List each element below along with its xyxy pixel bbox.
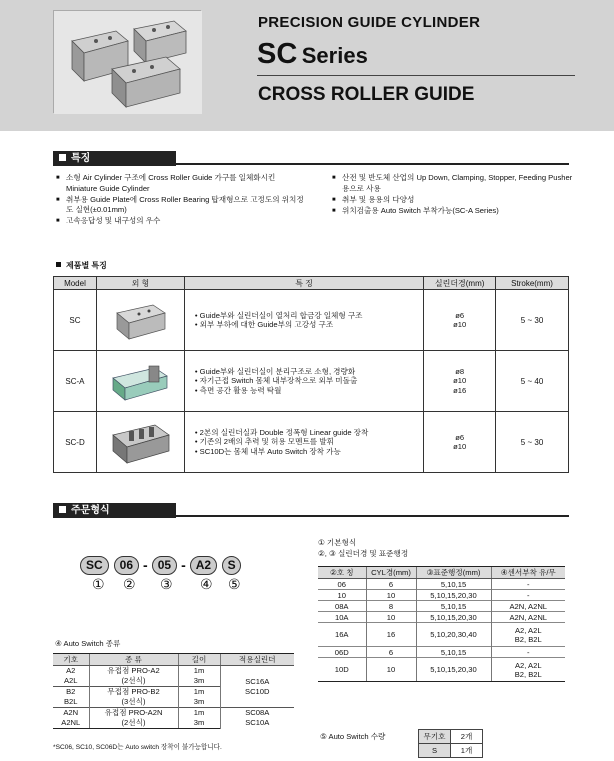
product-features-table bbox=[53, 276, 569, 473]
square-icon bbox=[59, 506, 66, 513]
switch-code: A2N bbox=[53, 708, 89, 719]
sensor-value: A2, A2L bbox=[514, 660, 542, 670]
feature-text: 자기근접 Switch 몸체 내부장착으로 외부 미돌출 bbox=[199, 376, 358, 386]
row-cyl: 8 bbox=[366, 601, 416, 612]
row-cyl: 10 bbox=[366, 612, 416, 623]
bore-value: ø8 bbox=[455, 366, 465, 376]
qty-key: S bbox=[419, 744, 451, 758]
row-sensor: - bbox=[491, 647, 565, 658]
series-word: Series bbox=[301, 43, 368, 68]
stroke-table bbox=[318, 566, 565, 682]
code-dash: - bbox=[143, 557, 148, 573]
table-row bbox=[318, 658, 565, 682]
row-cyl: 6 bbox=[366, 579, 416, 590]
product-features-label: 제품별 특징 bbox=[66, 261, 107, 270]
table-row bbox=[53, 708, 294, 719]
row-sensor bbox=[491, 623, 565, 647]
applies-value: SC10A bbox=[245, 718, 270, 728]
feature-item: ■ 취부용 Guide Plate에 Cross Roller Bearing 탑재형으로 고정도의 위치정도 실현(±0.01mm) bbox=[56, 195, 306, 216]
feature-line: • Guide부와 실린더실이 열처리 합금강 일체형 구조 bbox=[194, 310, 363, 320]
product-features-heading bbox=[56, 260, 107, 271]
code-number: ② bbox=[123, 576, 136, 592]
code-number: ① bbox=[92, 576, 105, 592]
code-part-series: SC bbox=[80, 556, 109, 575]
ordering-section-bar bbox=[53, 500, 569, 517]
bore-value: ø6 bbox=[455, 432, 465, 442]
feature-line: • 측면 공간 활용 능력 탁월 bbox=[194, 385, 282, 395]
features-section-tag bbox=[53, 151, 176, 166]
switch-applies bbox=[220, 708, 294, 729]
stroke-cell: 5 ~ 30 bbox=[496, 290, 569, 351]
feature-line: • SC10D는 몸체 내부 Auto Switch 장착 가능 bbox=[194, 446, 341, 456]
model-cell: SC bbox=[54, 290, 97, 351]
feature-line: • 자기근접 Switch 몸체 내부장착으로 외부 미돌출 bbox=[194, 376, 358, 386]
features-right-list bbox=[332, 173, 577, 217]
model-cell: SC-D bbox=[54, 412, 97, 473]
feature-text: 기존의 2배의 추력 및 허용 모멘트를 발휘 bbox=[199, 437, 334, 447]
row-name: 10D bbox=[318, 658, 366, 682]
col-header-type: 종 류 bbox=[89, 654, 178, 666]
feature-text: SC10D는 몸체 내부 Auto Switch 장착 가능 bbox=[199, 446, 341, 456]
switch-length: 3m bbox=[178, 697, 220, 708]
row-sensor: A2N, A2NL bbox=[491, 601, 565, 612]
applies-value: SC16A bbox=[245, 676, 270, 686]
feature-item: ■ 취부 및 용용의 다양성 bbox=[332, 195, 577, 206]
switch-length: 1m bbox=[178, 666, 220, 677]
header-band bbox=[0, 0, 614, 131]
applies-value: SC08A bbox=[245, 708, 270, 718]
switch-type: (3선식) bbox=[89, 697, 178, 708]
feature-item: ■ 소형 Air Cylinder 구조에 Cross Roller Guide 가구를 일체화시킨 Miniature Guide Cylinder bbox=[56, 173, 306, 194]
switch-table bbox=[53, 653, 294, 729]
features-cell bbox=[184, 412, 423, 473]
table-row bbox=[419, 730, 483, 744]
sensor-value: B2, B2L bbox=[514, 669, 542, 679]
feature-text: Guide부와 실린더실이 열처리 합금강 일체형 구조 bbox=[199, 310, 363, 320]
code-part-bore: 06 bbox=[114, 556, 139, 575]
row-cyl: 10 bbox=[366, 590, 416, 601]
switch-type: (2선식) bbox=[89, 718, 178, 729]
bore-cell bbox=[424, 351, 496, 412]
table-row bbox=[54, 351, 569, 412]
table-header-row bbox=[53, 654, 294, 666]
switch-code: A2NL bbox=[53, 718, 89, 729]
table-row bbox=[54, 412, 569, 473]
col-header-model: Model bbox=[54, 277, 97, 290]
col-header-bore: 실린더경(mm) bbox=[424, 277, 496, 290]
stroke-cell: 5 ~ 30 bbox=[496, 412, 569, 473]
note-basic-type: ① 기본형식 bbox=[318, 538, 357, 547]
col-header-shape: 외 형 bbox=[96, 277, 184, 290]
stroke-cell: 5 ~ 40 bbox=[496, 351, 569, 412]
bore-cell bbox=[424, 290, 496, 351]
feature-line: • 외부 부하에 대한 Guide부의 고강성 구조 bbox=[194, 320, 334, 329]
features-cell bbox=[184, 290, 423, 351]
row-name: 16A bbox=[318, 623, 366, 647]
row-std: 5,10,15 bbox=[416, 601, 491, 612]
switch-table-caption: ④ Auto Switch 종류 bbox=[55, 639, 121, 648]
table-row bbox=[419, 744, 483, 758]
col-header-cyl: CYL경(mm) bbox=[366, 567, 416, 579]
bore-cell bbox=[424, 412, 496, 473]
ordering-section-tag bbox=[53, 503, 176, 518]
features-section-bar bbox=[53, 148, 569, 165]
table-header-row bbox=[318, 567, 565, 579]
col-header-code: 기호 bbox=[53, 654, 89, 666]
feature-text: Guide부와 실린더실이 분리구조로 소형, 경량화 bbox=[199, 366, 356, 376]
table-row bbox=[318, 601, 565, 612]
row-name: 10A bbox=[318, 612, 366, 623]
switch-code: B2 bbox=[53, 687, 89, 698]
header-divider bbox=[257, 75, 575, 76]
bore-value: ø10 bbox=[453, 320, 467, 329]
bore-value: ø16 bbox=[453, 385, 467, 395]
row-cyl: 16 bbox=[366, 623, 416, 647]
table-row bbox=[318, 590, 565, 601]
switch-length: 3m bbox=[178, 718, 220, 729]
code-part-qty: S bbox=[222, 556, 241, 575]
row-cyl: 6 bbox=[366, 647, 416, 658]
product-image-sc-a bbox=[96, 351, 184, 412]
bore-value: ø10 bbox=[453, 442, 467, 451]
switch-type: 유접점 PRO-A2N bbox=[89, 708, 178, 719]
feature-line: • 2본의 실린더실과 Double 정폭형 Linear guide 장착 bbox=[194, 427, 369, 437]
col-header-features: 특 징 bbox=[184, 277, 423, 290]
product-image-sc bbox=[96, 290, 184, 351]
col-header-sensor: ④센서부착 유/무 bbox=[491, 567, 565, 579]
model-cell: SC-A bbox=[54, 351, 97, 412]
feature-item: ■ 산전 및 반도체 산업의 Up Down, Clamping, Stopper, Feeding Pusher용으로 사용 bbox=[332, 173, 577, 194]
table-header-row bbox=[54, 277, 569, 290]
square-icon bbox=[56, 262, 61, 267]
ordering-section-label: 주문형식 bbox=[71, 505, 110, 516]
table-row bbox=[318, 579, 565, 590]
feature-item: ■ 위치검출용 Auto Switch 부착가능(SC-A Series) bbox=[332, 206, 577, 217]
feature-text: 외부 부하에 대한 Guide부의 고강성 구조 bbox=[199, 320, 334, 329]
switch-type: 무접점 PRO-B2 bbox=[89, 687, 178, 698]
note-bore-stroke: ②, ③ 실린더경 및 표준행정 bbox=[318, 549, 409, 558]
col-header-name: ②호 칭 bbox=[318, 567, 366, 579]
row-name: 06D bbox=[318, 647, 366, 658]
header-title-bottom: CROSS ROLLER GUIDE bbox=[258, 84, 475, 105]
row-sensor: A2N, A2NL bbox=[491, 612, 565, 623]
feature-item: ■ 고속응답성 및 내구성의 우수 bbox=[56, 216, 306, 227]
qty-value: 2개 bbox=[451, 730, 483, 744]
sensor-value: B2, B2L bbox=[514, 634, 542, 644]
switch-length: 3m bbox=[178, 676, 220, 687]
code-number: ⑤ bbox=[228, 576, 241, 592]
feature-text: 2본의 실린더실과 Double 정폭형 Linear guide 장착 bbox=[199, 427, 369, 437]
table-row bbox=[318, 623, 565, 647]
series-code: SC bbox=[257, 38, 298, 70]
features-left-list bbox=[56, 173, 306, 227]
ordering-code bbox=[80, 554, 241, 576]
row-sensor: - bbox=[491, 579, 565, 590]
code-number: ④ bbox=[200, 576, 213, 592]
switch-length: 1m bbox=[178, 687, 220, 698]
switch-type: (2선식) bbox=[89, 676, 178, 687]
product-photo bbox=[53, 10, 201, 113]
table-row bbox=[53, 666, 294, 677]
qty-caption: ⑤ Auto Switch 수량 bbox=[320, 732, 386, 741]
row-std: 5,10,20,30,40 bbox=[416, 623, 491, 647]
table-row bbox=[54, 290, 569, 351]
switch-code: B2L bbox=[63, 697, 78, 706]
bore-value: ø10 bbox=[453, 376, 467, 386]
qty-value: 1개 bbox=[451, 744, 483, 758]
switch-footnote: *SC06, SC10, SC06D는 Auto switch 장착이 불가능합니다. bbox=[53, 744, 222, 751]
features-cell bbox=[184, 351, 423, 412]
row-std: 5,10,15 bbox=[416, 647, 491, 658]
col-header-length: 길이 bbox=[178, 654, 220, 666]
feature-line: • Guide부와 실린더실이 분리구조로 소형, 경량화 bbox=[194, 366, 356, 376]
bore-value: ø6 bbox=[455, 310, 465, 320]
header-title-top: PRECISION GUIDE CYLINDER bbox=[258, 14, 481, 31]
applies-value: SC10D bbox=[245, 686, 270, 696]
feature-text: 측면 공간 활용 능력 탁월 bbox=[199, 385, 282, 395]
row-cyl: 10 bbox=[366, 658, 416, 682]
features-section-label: 특징 bbox=[71, 153, 91, 164]
switch-type: 유접점 PRO-A2 bbox=[89, 666, 178, 677]
col-header-stroke: Stroke(mm) bbox=[496, 277, 569, 290]
qty-key: 무기호 bbox=[419, 730, 451, 744]
product-image-sc-d bbox=[96, 412, 184, 473]
qty-table bbox=[418, 729, 483, 758]
code-dash: - bbox=[181, 557, 186, 573]
row-name: 06 bbox=[318, 579, 366, 590]
row-std: 5,10,15,20,30 bbox=[416, 590, 491, 601]
row-std: 5,10,15,20,30 bbox=[416, 658, 491, 682]
table-row bbox=[318, 612, 565, 623]
row-name: 08A bbox=[318, 601, 366, 612]
row-std: 5,10,15,20,30 bbox=[416, 612, 491, 623]
switch-code: A2 bbox=[66, 666, 76, 675]
row-std: 5,10,15 bbox=[416, 579, 491, 590]
code-number: ③ bbox=[160, 576, 173, 592]
table-row bbox=[318, 647, 565, 658]
col-header-applies: 적용실린더 bbox=[220, 654, 294, 666]
col-header-std-stroke: ③표준행정(mm) bbox=[416, 567, 491, 579]
switch-length: 1m bbox=[178, 708, 220, 719]
row-sensor: - bbox=[491, 590, 565, 601]
row-sensor bbox=[491, 658, 565, 682]
switch-code: A2L bbox=[63, 676, 78, 685]
series-title bbox=[257, 38, 368, 71]
square-icon bbox=[59, 154, 66, 161]
row-name: 10 bbox=[318, 590, 366, 601]
code-part-stroke: 05 bbox=[152, 556, 177, 575]
sensor-value: A2, A2L bbox=[514, 625, 542, 635]
code-part-switch: A2 bbox=[190, 556, 217, 575]
switch-applies bbox=[220, 666, 294, 708]
feature-line: • 기존의 2배의 추력 및 허용 모멘트를 발휘 bbox=[194, 437, 334, 447]
